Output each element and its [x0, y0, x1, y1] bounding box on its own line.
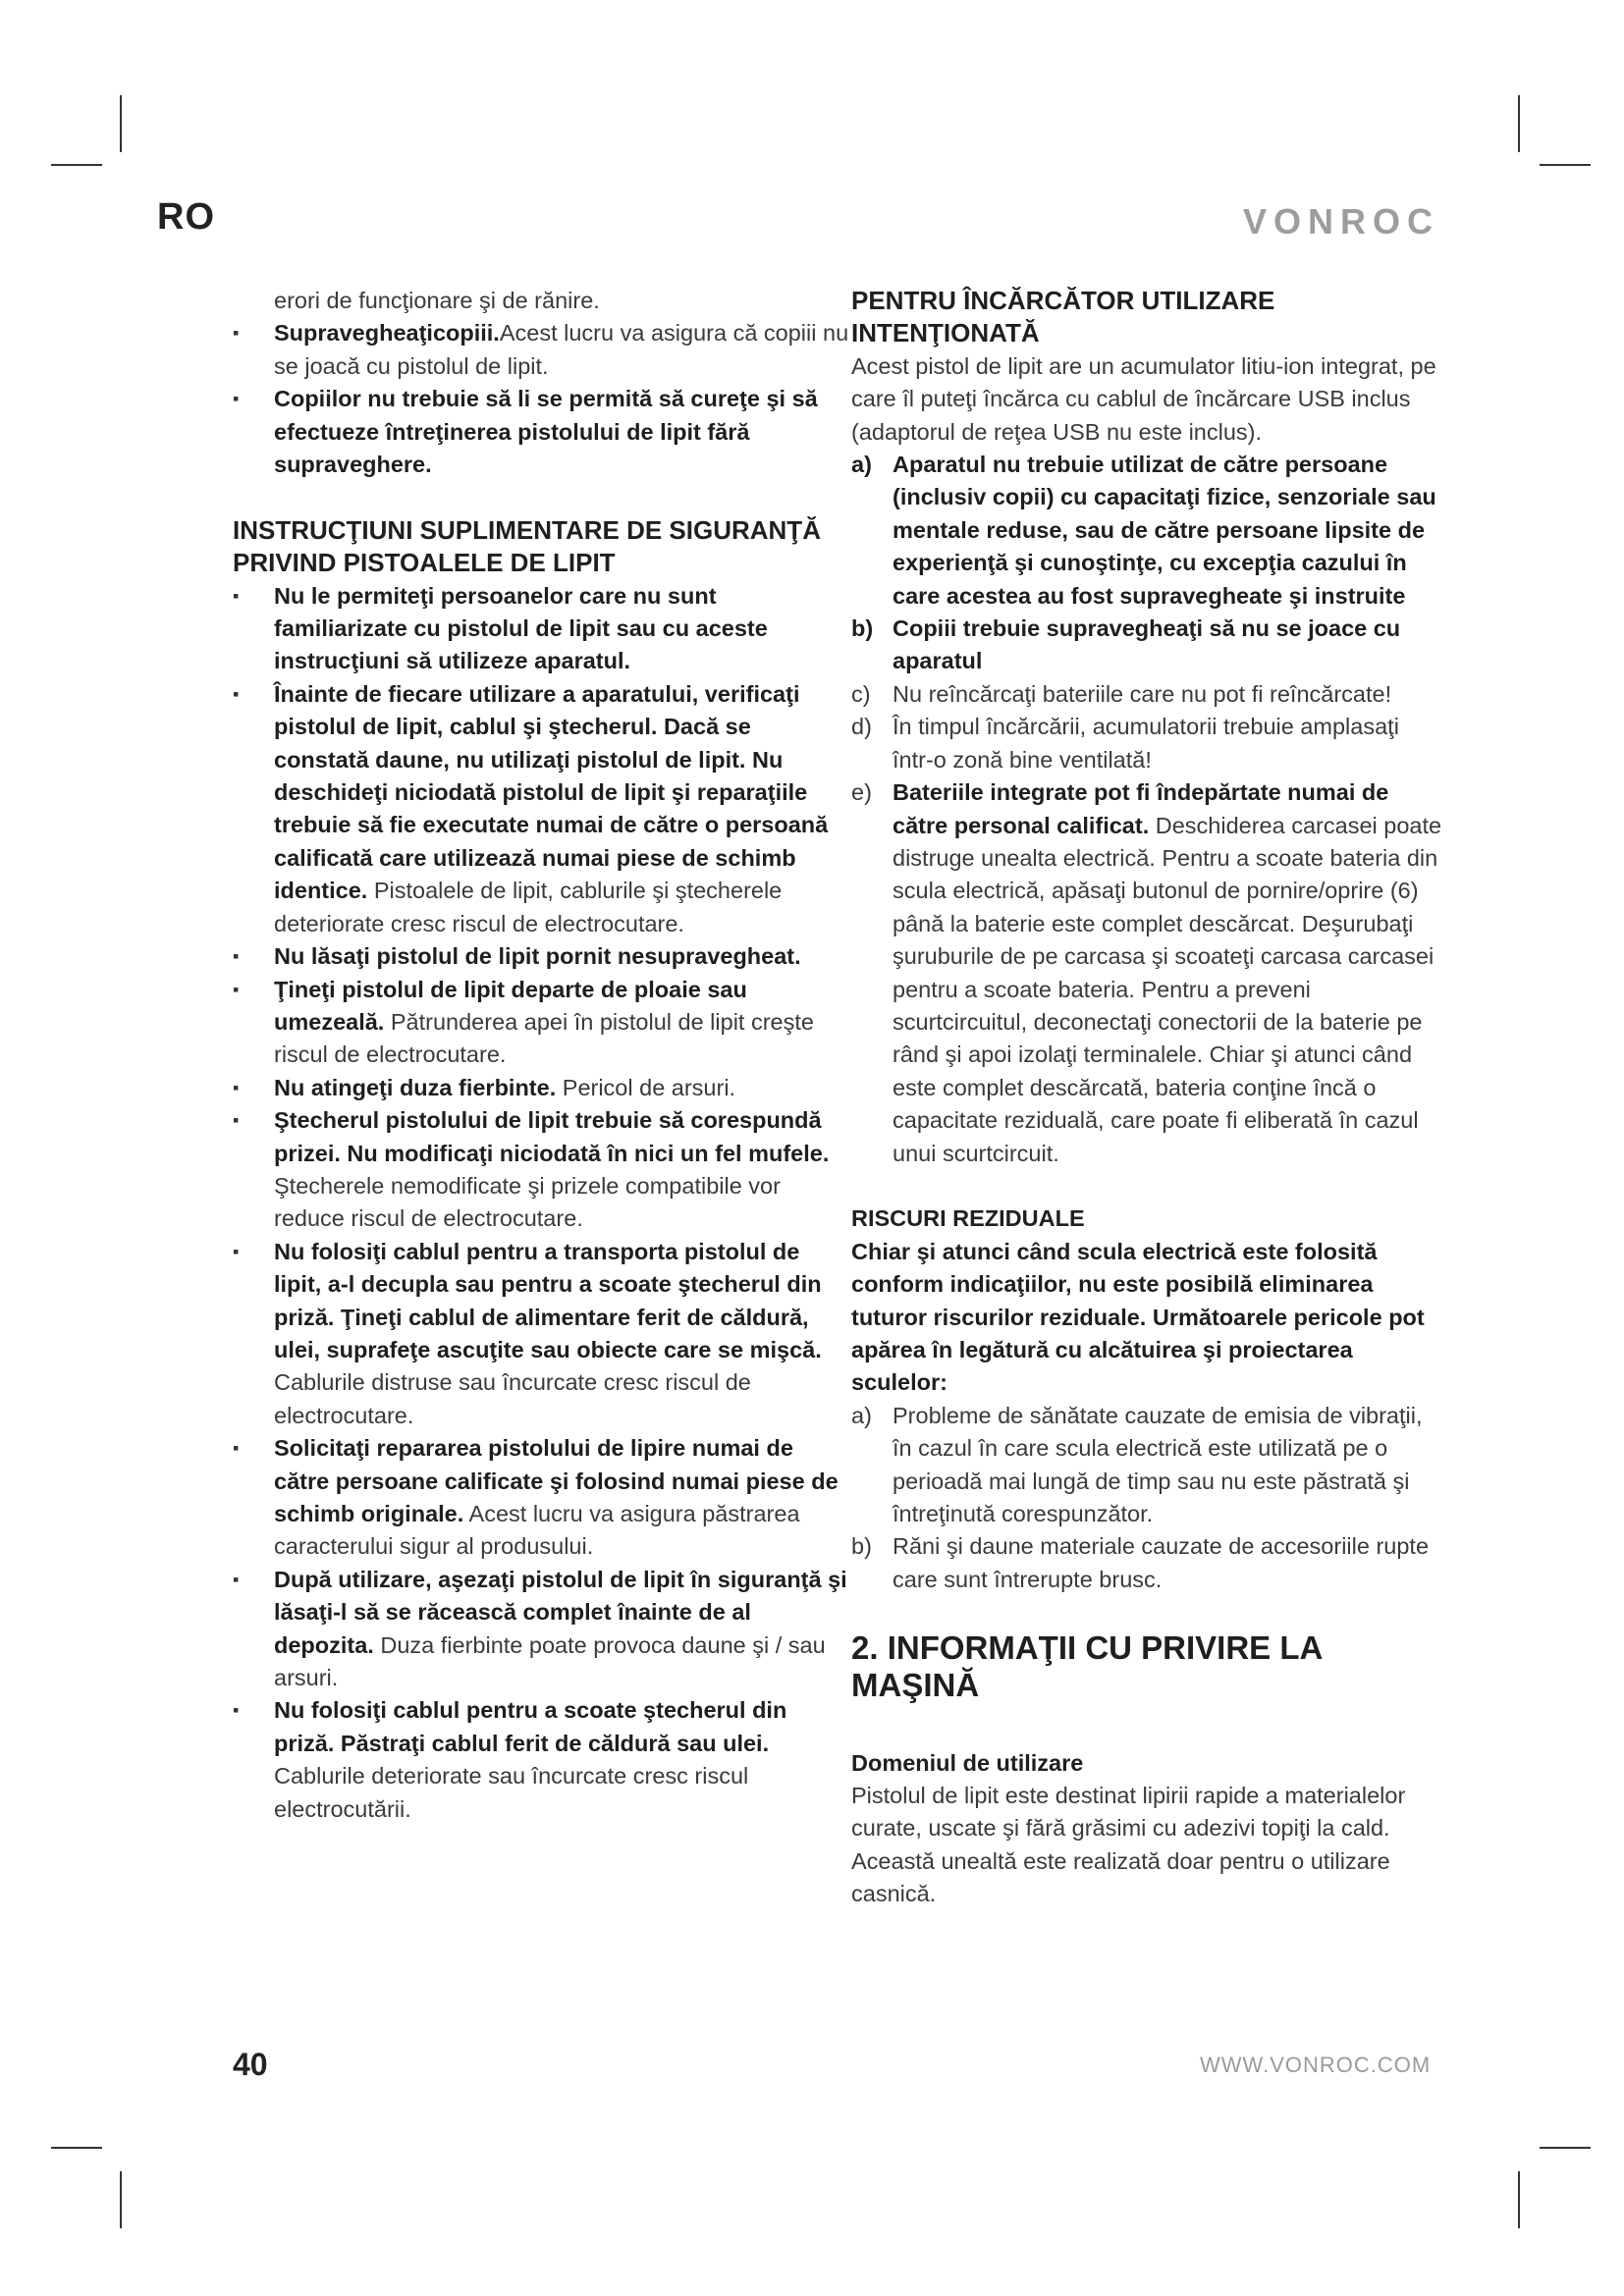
section-heading-charger: PENTRU ÎNCĂRCĂTOR UTILIZARE INTENŢIONATĂ: [851, 286, 1275, 348]
intro-continued: erori de funcţionare şi de rănire.: [274, 288, 600, 313]
list-item: d) În timpul încărcării, acumulatorii trebuie amplasaţi într-o zonă bine ventilată!: [851, 714, 1399, 773]
section-heading-safety: INSTRUCŢIUNI SUPLIMENTARE DE SIGURANŢĂ PRIVIND PISTOALELE DE LIPIT: [233, 514, 821, 578]
crop-mark: [1518, 2171, 1520, 2228]
crop-mark: [1540, 164, 1591, 166]
footer-url: WWW.VONROC.COM: [1200, 2053, 1432, 2077]
list-item: ▪ Ţineţi pistolul de lipit departe de ploaie sau umezeală. Pătrunderea apei în pistolul de lipit creşte riscul de electrocutare.: [233, 974, 851, 1072]
list-item: ▪ Nu atingeţi duza fierbinte. Pericol de arsuri.: [233, 1072, 851, 1104]
crop-mark: [1518, 95, 1520, 152]
list-item: a) Probleme de sănătate cauzate de emisia de vibraţii, în cazul în care scula electrică este utilizată pe o perioadă mai lungă de timp sau nu este păstrată şi întreţinută corespunzător.: [851, 1402, 1423, 1527]
list-item: ▪ Nu le permiteţi persoanelor care nu sunt familiarizate cu pistolul de lipit sau cu aceste instrucţiuni să utilizeze aparatul.: [233, 580, 851, 678]
crop-mark: [51, 2147, 102, 2149]
bullet-list-top: [233, 317, 851, 481]
list-item: ▪ Înainte de fiecare utilizare a aparatului, verificaţi pistolul de lipit, cablul şi ştecherul. Dacă se constată daune, nu utilizaţi pistolul de lipit. Nu deschideţi niciodată pistolul de lipit şi reparaţiile trebuie să fie executate numai de către o persoană calificată care utilizează numai piese de schimb identice. Pistoalele de lipit, cablurile şi ştecherele deteriorate cresc riscul de electrocutare.: [233, 678, 851, 940]
list-item: ▪ Nu lăsaţi pistolul de lipit pornit nesupravegheat.: [233, 940, 851, 973]
list-item: ▪ Nu folosiţi cablul pentru a transporta pistolul de lipit, a-l decupla sau pentru a scoate ştecherul din priză. Ţineţi cablul de alimentare ferit de căldură, ulei, suprafeţe ascuţite sau obiecte care se mişcă. Cablurile distruse sau încurcate cresc riscul de electrocutare.: [233, 1236, 851, 1432]
crop-mark: [120, 95, 122, 152]
list-item: ▪ Solicitaţi repararea pistolului de lipire numai de către persoane calificate şi folosind numai piese de schimb originale. Acest lucru va asigura păstrarea caracterului sigur al produsului.: [233, 1432, 851, 1564]
section-heading-machine-info: 2. INFORMAŢII CU PRIVIRE LA MAŞINĂ: [851, 1629, 1323, 1703]
risks-list: [851, 1400, 1442, 1596]
section-heading-risks: RISCURI REZIDUALE: [851, 1205, 1085, 1232]
crop-mark: [1540, 2147, 1591, 2149]
bullet-list-safety: [233, 580, 851, 1826]
language-code: RO: [157, 196, 215, 238]
crop-mark: [120, 2171, 122, 2228]
brand-logo: VONROC: [1243, 201, 1440, 241]
usage-heading: Domeniul de utilizare: [851, 1749, 1084, 1776]
left-column: [233, 285, 851, 1826]
list-item: ▪ Nu folosiţi cablul pentru a scoate ştecherul din priză. Păstraţi cablul ferit de căldură sau ulei. Cablurile deteriorate sau încurcate cresc riscul electrocutării.: [233, 1694, 851, 1826]
charger-intro: Acest pistol de lipit are un acumulator litiu-ion integrat, pe care îl puteţi încărca cu cablul de încărcare USB inclus (adaptorul de reţea USB nu este inclus).: [851, 352, 1436, 445]
charger-list: [851, 449, 1442, 1170]
crop-mark: [51, 164, 102, 166]
list-item: c) Nu reîncărcaţi bateriile care nu pot fi reîncărcate!: [851, 680, 1392, 707]
list-item: ▪ Ştecherul pistolului de lipit trebuie să corespundă prizei. Nu modificaţi niciodată în nici un fel mufele. Ştecherele nemodificate şi prizele compatibile vor reduce riscul de electrocutare.: [233, 1104, 851, 1236]
risks-intro: Chiar şi atunci când scula electrică este folosită conform indicaţiilor, nu este posibilă eliminarea tuturor riscurilor reziduale. Următoarele pericole pot apărea în legătură cu alcătuirea şi proiectarea sculelor:: [851, 1238, 1425, 1396]
list-item: e) Bateriile integrate pot fi îndepărtate numai de către personal calificat. Deschiderea carcasei poate distruge unealta electrică. Pentru a scoate bateria din scula electrică, apăsaţi butonul de pornire/oprire (6) până la baterie este complet descărcat. Deşurubaţi şuruburile de pe carcasa şi scoateţi carcasa carcasei pentru a scoate bateria. Pentru a preveni scurtcircuitul, deconectaţi conectorii de la baterie pe rând şi apoi izolaţi terminalele. Chiar şi atunci când este complet descărcată, bateria conţine încă o capacitate reziduală, care poate fi eliberată în cazul unui scurtcircuit.: [851, 779, 1442, 1166]
usage-text: Pistolul de lipit este destinat lipirii rapide a materialelor curate, uscate şi fără grăsimi cu adezivi topiţi la cald. Această unealtă este realizată doar pentru o utilizare casnică.: [851, 1783, 1406, 1907]
list-item: ▪ Copiilor nu trebuie să li se permită să cureţe şi să efectueze întreţinerea pistolului de lipit fără supraveghere.: [233, 383, 851, 481]
page-number: 40: [233, 2047, 268, 2082]
list-item: b) Copiii trebuie supravegheaţi să nu se joace cu aparatul: [851, 615, 1401, 674]
list-item: a) Aparatul nu trebuie utilizat de către persoane (inclusiv copii) cu capacitaţi fizice, senzoriale sau mentale reduse, sau de către persoane lipsite de experienţă şi cunoştinţe, cu excepţia cazului în care acestea au fost supravegheate şi instruite: [851, 452, 1436, 609]
right-column: [851, 285, 1442, 1911]
list-item: b) Răni şi daune materiale cauzate de accesoriile rupte care sunt întrerupte brusc.: [851, 1533, 1430, 1592]
list-item: ▪ După utilizare, aşezaţi pistolul de lipit în siguranţă şi lăsaţi-l să se răcească complet înainte de al depozita. Duza fierbinte poate provoca daune şi / sau arsuri.: [233, 1564, 851, 1695]
list-item: ▪ Supravegheaţicopiii.Acest lucru va asigura că copiii nu se joacă cu pistolul de lipit.: [233, 317, 851, 383]
